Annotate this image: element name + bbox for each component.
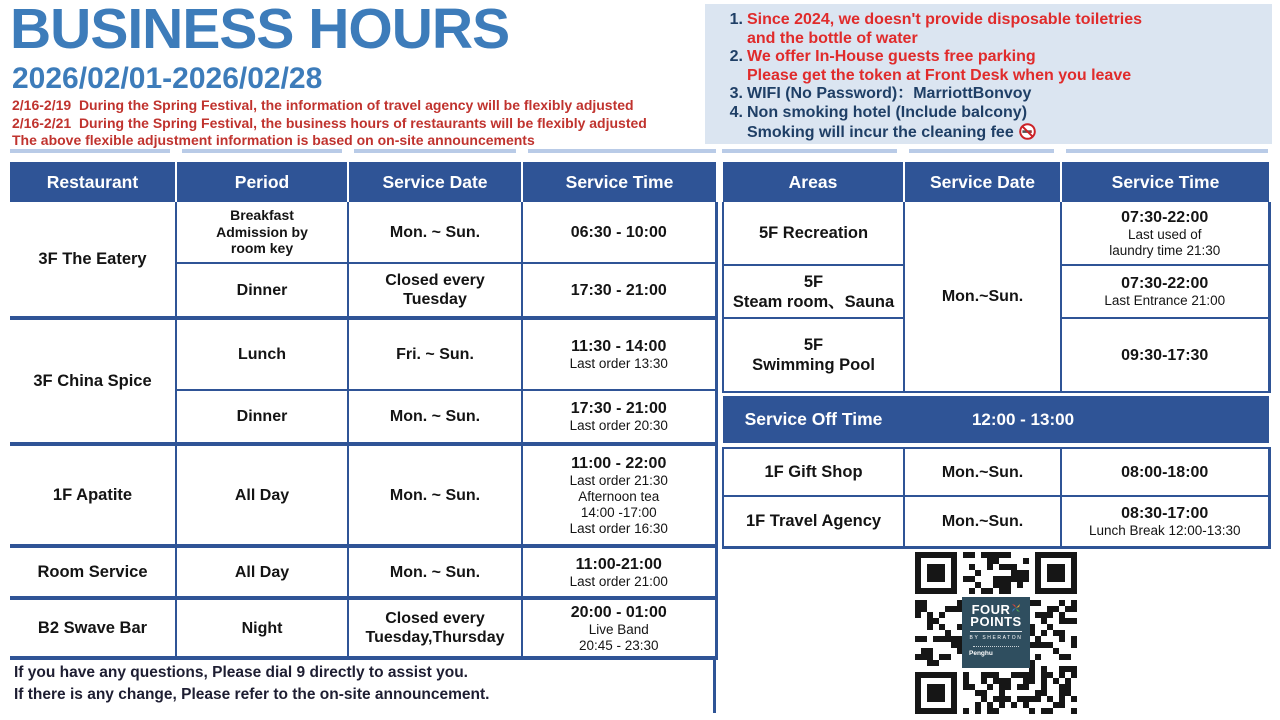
disclaimer-line: 2/16-2/19 During the Spring Festival, the information of travel agency will be flexibly adjusted	[12, 97, 634, 113]
disclaimer-line: 2/16-2/21 During the Spring Festival, the business hours of restaurants will be flexibly adjusted	[12, 114, 647, 131]
cell-line: Dinner	[236, 408, 288, 425]
cell-line: Closed every	[385, 272, 485, 289]
note-text: Smoking will incur the cleaning fee	[747, 123, 1014, 141]
table-cell	[176, 202, 348, 263]
cell-line: All Day	[234, 563, 290, 581]
column-header: Restaurant	[10, 162, 176, 202]
note-number: 3.	[729, 85, 743, 103]
date-range: 2026/02/01-2026/02/28	[12, 62, 323, 95]
note-number: 2.	[729, 48, 743, 66]
cell-line: Tuesday	[403, 291, 467, 308]
qr-code	[915, 552, 1077, 714]
table-row	[10, 546, 716, 598]
footer-block	[14, 662, 489, 705]
table-cell	[348, 202, 522, 263]
note-number: 1.	[729, 11, 743, 28]
note-lines	[747, 104, 1266, 145]
areas-hours-table	[722, 162, 1271, 549]
cell-subline: Lunch Break 12:00-13:30	[1088, 522, 1241, 538]
table-row	[10, 598, 716, 658]
table-cell	[904, 496, 1061, 547]
cell-subline: Last order 16:30	[569, 520, 668, 536]
cell-line: 5F	[803, 272, 824, 291]
column-header: Service Date	[904, 162, 1061, 202]
cell-line: 1F Gift Shop	[764, 463, 863, 481]
cell-line: 11:30 - 14:00	[571, 338, 667, 355]
cell-subline: Last order 13:30	[569, 356, 668, 371]
cell-subline: Last Entrance 21:00	[1104, 293, 1226, 308]
name-cell	[10, 546, 176, 598]
cell-line: 1F Travel Agency	[745, 512, 882, 531]
cell-line: 17:30 - 21:00	[570, 400, 667, 417]
table-cell	[522, 444, 716, 546]
table-row	[10, 202, 716, 263]
cell-line: Mon. ~ Sun.	[389, 408, 481, 425]
name-cell	[10, 318, 176, 444]
table-cell	[176, 318, 348, 390]
table-row	[10, 444, 716, 546]
table-cell	[348, 546, 522, 598]
table-cell	[522, 318, 716, 390]
cell-line: Lunch	[238, 346, 286, 363]
table-cell	[348, 598, 522, 658]
logo-by-sheraton: BY SHERATON	[970, 631, 1023, 641]
disclaimer-block	[12, 97, 647, 150]
table-cell	[348, 444, 522, 546]
cell-subline: laundry time 21:30	[1109, 242, 1221, 258]
cell-subline: Last order 20:30	[569, 418, 668, 433]
table-cell	[1061, 448, 1269, 496]
cell-line: 11:00-21:00	[575, 555, 662, 573]
note-item	[721, 11, 1266, 48]
table-cell	[522, 390, 716, 444]
cell-subline: Live Band	[588, 621, 649, 637]
table-border-extension	[713, 658, 716, 713]
table-cell	[1061, 318, 1269, 392]
cell-subline: Last used of	[1127, 226, 1202, 242]
cell-line: 06:30 - 10:00	[570, 223, 667, 241]
column-header: Service Date	[348, 162, 522, 202]
note-item	[721, 48, 1266, 85]
service-off-banner	[723, 392, 1269, 448]
service-off-banner-bar	[723, 396, 1269, 443]
footer-line: If you have any questions, Please dial 9 directly to assist you.	[14, 664, 468, 681]
restaurant-hours-table	[10, 162, 718, 660]
logo-divider	[973, 646, 1019, 647]
cell-line: Steam room、Sauna	[732, 292, 895, 311]
cell-line: 08:30-17:00	[1121, 504, 1209, 522]
table-cell	[176, 598, 348, 658]
table-cell	[904, 448, 1061, 496]
cell-line: Closed every	[385, 610, 485, 627]
cell-line: 1F Apatite	[52, 486, 133, 504]
note-number: 4.	[729, 103, 743, 121]
cell-line: 17:30 - 21:00	[570, 281, 667, 299]
service-off-banner-row	[723, 392, 1269, 448]
note-text: Since 2024, we doesn't provide disposable toiletries	[747, 11, 1143, 28]
table-cell	[522, 202, 716, 263]
no-smoking-icon	[1019, 123, 1036, 146]
cell-line: Night	[241, 619, 283, 637]
table-cell	[176, 263, 348, 318]
name-cell	[723, 318, 904, 392]
column-header: Service Time	[522, 162, 716, 202]
cell-line: Mon. ~ Sun.	[389, 563, 481, 581]
column-header: Areas	[723, 162, 904, 202]
name-cell	[10, 444, 176, 546]
table-cell	[1061, 265, 1269, 318]
name-cell	[723, 448, 904, 496]
four-points-pinwheel-icon	[1012, 604, 1020, 612]
cell-line: Tuesday,Thursday	[365, 629, 505, 646]
hotel-notes-box	[705, 4, 1272, 144]
cell-line: 07:30-22:00	[1121, 275, 1209, 292]
note-lines	[747, 85, 1266, 104]
table-row	[723, 202, 1269, 265]
table-cell	[522, 263, 716, 318]
cell-line: Fri. ~ Sun.	[396, 346, 474, 363]
table-row	[723, 496, 1269, 547]
cell-line: 3F China Spice	[33, 372, 152, 390]
table-cell	[348, 263, 522, 318]
note-text: Non smoking hotel (Include balcony)	[747, 103, 1028, 121]
table-cell	[348, 390, 522, 444]
cell-line: Mon.~Sun.	[941, 512, 1024, 530]
note-lines	[747, 48, 1266, 85]
cell-line: Mon. ~ Sun.	[389, 486, 481, 504]
name-cell	[10, 202, 176, 318]
service-off-label: Service Off Time	[744, 409, 883, 429]
column-header: Period	[176, 162, 348, 202]
table-cell	[522, 598, 716, 658]
logo-word-points: POINTS	[970, 614, 1022, 629]
cell-subline: Last order 21:00	[569, 573, 668, 589]
note-text: WIFI (No Password)：MarriottBonvoy	[747, 85, 1032, 103]
footer-line: If there is any change, Please refer to the on-site announcement.	[14, 685, 490, 703]
cell-subline: 20:45 - 23:30	[578, 637, 659, 653]
cell-line: 09:30-17:30	[1121, 346, 1209, 364]
cell-line: Mon.~Sun.	[941, 288, 1024, 305]
name-cell	[723, 496, 904, 547]
note-lines	[747, 11, 1266, 48]
name-cell	[723, 202, 904, 265]
cell-line: room key	[230, 240, 294, 257]
cell-line: Room Service	[37, 563, 148, 581]
four-points-logo	[962, 597, 1030, 668]
cell-line: Dinner	[236, 281, 288, 299]
cell-line: 5F	[803, 336, 824, 354]
table-cell	[904, 202, 1061, 392]
cell-subline: Last order 21:30	[569, 472, 668, 488]
cell-line: 5F Recreation	[758, 224, 869, 242]
cell-line: 08:00-18:00	[1121, 463, 1209, 481]
logo-city: Penghu	[969, 650, 993, 657]
table-cell	[1061, 496, 1269, 547]
logo-word-four: FOUR	[971, 602, 1011, 617]
decorative-strip-left	[10, 149, 716, 153]
name-cell	[723, 265, 904, 318]
table-cell	[348, 318, 522, 390]
table-row	[723, 448, 1269, 496]
cell-line: B2 Swave Bar	[37, 619, 148, 637]
cell-line: Admission by	[216, 223, 308, 240]
cell-line: Mon. ~ Sun.	[389, 223, 481, 241]
table-cell	[176, 444, 348, 546]
note-item	[721, 104, 1266, 145]
decorative-strip-right	[722, 149, 1268, 153]
table-cell	[176, 390, 348, 444]
service-off-time: 12:00 - 13:00	[971, 409, 1075, 429]
cell-line: 3F The Eatery	[38, 250, 147, 268]
table-row	[10, 318, 716, 390]
cell-subline: 14:00 -17:00	[580, 504, 657, 520]
column-header: Service Time	[1061, 162, 1269, 202]
note-text: Please get the token at Front Desk when you leave	[747, 66, 1132, 84]
cell-line: 20:00 - 01:00	[570, 603, 667, 621]
table-cell	[176, 546, 348, 598]
note-item	[721, 85, 1266, 104]
cell-line: 11:00 - 22:00	[571, 454, 667, 472]
disclaimer-line: The above flexible adjustment information is based on on-site announcements	[12, 132, 535, 148]
name-cell	[10, 598, 176, 658]
table-cell	[522, 546, 716, 598]
cell-line: Swimming Pool	[752, 356, 875, 374]
table-cell	[1061, 202, 1269, 265]
note-text: and the bottle of water	[747, 29, 918, 47]
cell-line: 07:30-22:00	[1121, 208, 1209, 226]
page-title: BUSINESS HOURS	[10, 0, 510, 61]
cell-line: All Day	[234, 486, 290, 504]
cell-line: Mon.~Sun.	[941, 463, 1024, 481]
note-text: We offer In-House guests free parking	[747, 48, 1036, 66]
cell-line: Breakfast	[230, 207, 294, 224]
cell-subline: Afternoon tea	[578, 488, 660, 504]
